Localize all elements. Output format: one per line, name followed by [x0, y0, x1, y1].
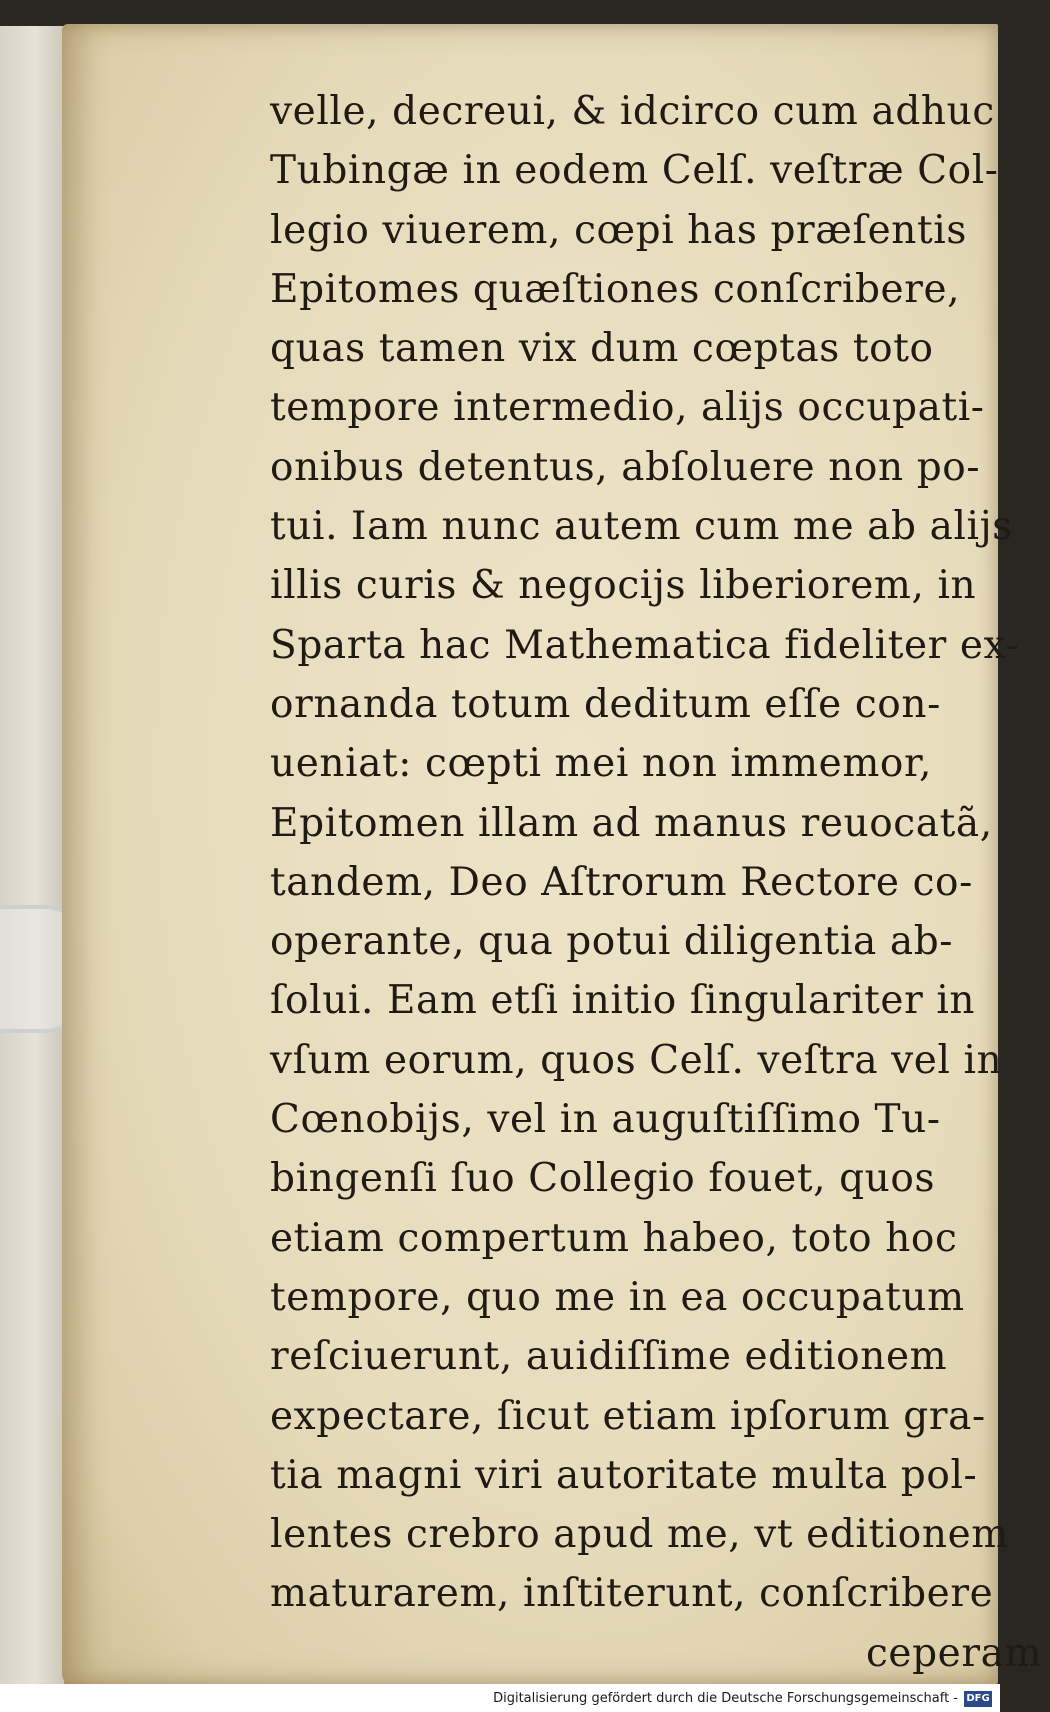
text-line: vſum eorum, quos Celſ. veſtra vel in: [270, 1037, 1003, 1083]
text-line: tia magni viri autoritate multa pol-: [270, 1452, 978, 1498]
dfg-logo-icon: DFG: [964, 1691, 992, 1707]
text-line: quas tamen vix dum cœptas toto: [270, 326, 934, 372]
book-page: [62, 24, 1042, 1684]
text-line: ſolui. Eam etſi initio ſingulariter in: [270, 978, 976, 1024]
text-line: expectare, ſicut etiam ipſorum gra-: [270, 1393, 986, 1439]
text-line: etiam compertum habeo, toto hoc: [270, 1215, 958, 1261]
text-line: Epitomen illam ad manus reuocatã,: [270, 800, 993, 846]
text-line: illis curis & negocijs liberiorem, in: [270, 563, 977, 609]
text-line: Epitomes quæſtiones conſcribere,: [270, 266, 961, 312]
text-line: tempore, quo me in ea occupatum: [270, 1274, 965, 1320]
text-line: Sparta hac Mathematica fideliter ex-: [270, 622, 1020, 668]
text-line: tempore intermedio, alijs occupati-: [270, 385, 985, 431]
text-line: operante, qua potui diligentia ab-: [270, 919, 954, 965]
text-line: Tubingæ in eodem Celſ. veſtræ Col-: [270, 148, 999, 194]
text-line: Cœnobijs, vel in auguſtiſſimo Tu-: [270, 1097, 941, 1143]
text-line: reſciuerunt, auidiſſime editionem: [270, 1334, 948, 1380]
text-line: onibus detentus, abſoluere non po-: [270, 444, 981, 490]
text-line: tui. Iam nunc autem cum me ab alijs: [270, 504, 1013, 550]
text-line: lentes crebro apud me, vt editionem: [270, 1512, 1009, 1558]
text-line: tandem, Deo Aſtrorum Rectore co-: [270, 859, 973, 905]
text-line: maturarem, inſtiterunt, conſcribere: [270, 1571, 994, 1617]
text-line: velle, decreui, & idcirco cum adhuc: [270, 89, 995, 134]
funding-credit: Digitalisierung gefördert durch die Deutsche Forschungsgemeinschaft -: [493, 1691, 958, 1706]
footer-bar: [0, 1684, 1000, 1712]
catchword: ceperam: [865, 1630, 1042, 1676]
text-block: [270, 82, 1050, 1683]
text-line: bingenſi ſuo Collegio fouet, quos: [270, 1156, 936, 1202]
text-line: legio viuerem, cœpi has præſentis: [270, 207, 967, 253]
text-line: ueniat: cœpti mei non immemor,: [270, 741, 932, 787]
text-line: ornanda totum deditum eſſe con-: [270, 681, 941, 727]
